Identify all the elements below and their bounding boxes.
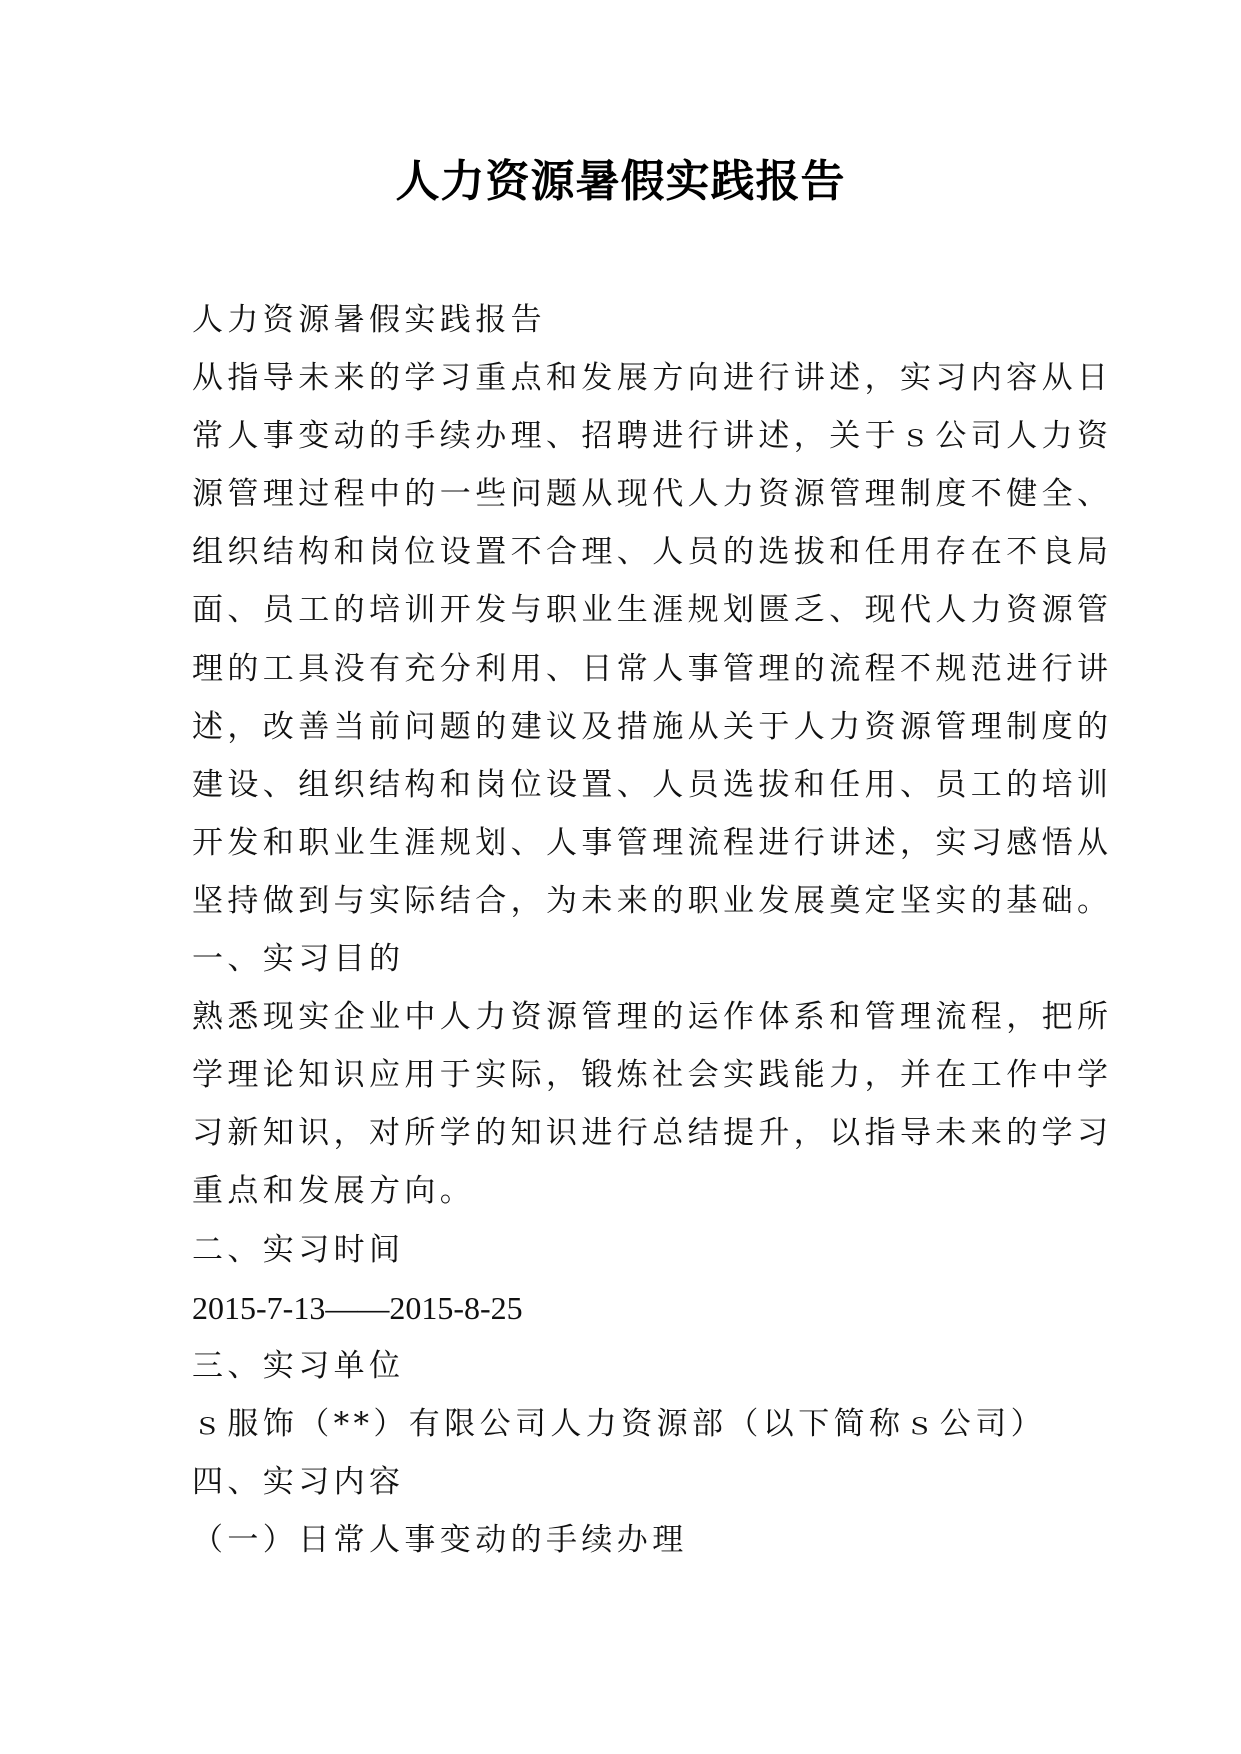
body-line: 建设、组织结构和岗位设置、人员选拔和任用、员工的培训 [192,766,1113,803]
body-line: 熟悉现实企业中人力资源管理的运作体系和管理流程，把所 [192,999,1113,1036]
section-heading: 四、实习内容 [192,1463,405,1500]
section-heading: 二、实习时间 [192,1231,405,1268]
body-line: 述，改善当前问题的建议及措施从关于人力资源管理制度的 [192,708,1113,745]
body-line: ｓ服饰（**）有限公司人力资源部（以下简称ｓ公司） [192,1405,1046,1442]
body-line: 习新知识，对所学的知识进行总结提升，以指导未来的学习 [192,1115,1113,1152]
date-range: 2015-7-13——2015-8-25 [192,1289,523,1326]
body-line: 人力资源暑假实践报告 [192,302,546,338]
body-line: 组织结构和岗位设置不合理、人员的选拔和任用存在不良局 [192,534,1113,571]
body-line: 面、员工的培训开发与职业生涯规划匮乏、现代人力资源管 [192,592,1113,629]
body-line: 开发和职业生涯规划、人事管理流程进行讲述，实习感悟从 [192,824,1113,861]
document-body [192,291,1113,1569]
body-line: 常人事变动的手续办理、招聘进行讲述，关于ｓ公司人力资 [192,418,1113,455]
body-line: 坚持做到与实际结合，为未来的职业发展奠定坚实的基础。 [192,882,1113,919]
body-line: 理的工具没有充分利用、日常人事管理的流程不规范进行讲 [192,650,1113,687]
section-heading: 三、实习单位 [192,1347,405,1384]
document-title: 人力资源暑假实践报告 [395,156,846,207]
body-line: 从指导未来的学习重点和发展方向进行讲述，实习内容从日 [192,360,1113,397]
body-line: 源管理过程中的一些问题从现代人力资源管理制度不健全、 [192,476,1113,513]
section-heading: 一、实习目的 [192,941,405,978]
body-line: 重点和发展方向。 [192,1173,476,1210]
subsection-heading: （一）日常人事变动的手续办理 [192,1521,688,1558]
body-line: 学理论知识应用于实际，锻炼社会实践能力，并在工作中学 [192,1057,1113,1094]
